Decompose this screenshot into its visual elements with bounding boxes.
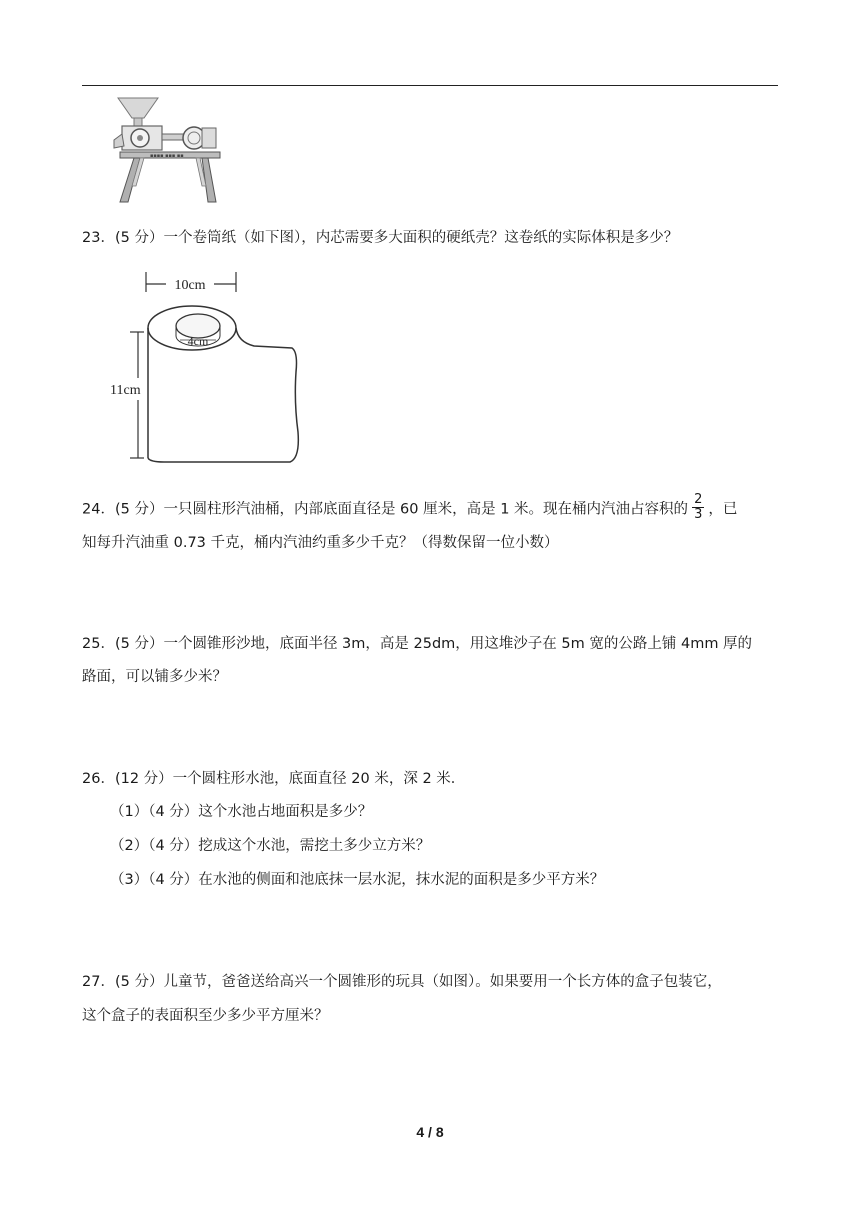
fraction-numerator: 2 [694,492,703,507]
question-26: 26．(12 分）一个圆柱形水池，底面直径 20 米，深 2 米． [82,771,466,787]
question-25-line1: 25．(5 分）一个圆锥形沙地，底面半径 3m，高是 25dm，用这堆沙子在 5m 宽的公路上铺 4mm 厚的 [82,636,753,652]
question-26-sub1: （1）（4 分）这个水池占地面积是多少？ [110,804,373,820]
question-24-text-end: ，已 [708,501,738,518]
question-26-sub2: （2）（4 分）挖成这个水池，需挖土多少立方米？ [110,838,431,854]
fraction-denominator: 3 [694,507,703,522]
roll-core-label: 4cm [187,334,209,348]
question-24-text: 24．(5 分）一只圆柱形汽油桶，内部底面直径是 60 厘米，高是 1 米。现在桶内汽油占容积的 [82,501,689,518]
question-27-line1: 27．(5 分）儿童节，爸爸送给高兴一个圆锥形的玩具（如图）。如果要用一个长方体的盒子包装它， [82,974,722,990]
paper-roll-figure [104,262,304,472]
question-26-sub3: （3）（4 分）在水池的侧面和池底抹一层水泥，抹水泥的面积是多少平方米？ [110,872,605,888]
fraction-two-thirds [692,493,704,522]
machine-figure [110,96,232,206]
page-number: 4 / 8 [416,1124,444,1140]
svg-text:▪▪▪▪ ▪▪▪ ▪▪: ▪▪▪▪ ▪▪▪ ▪▪ [150,153,184,159]
roll-height-label: 11cm [110,383,141,398]
question-24-line2: 知每升汽油重 0.73 千克，桶内汽油约重多少千克？（得数保留一位小数） [82,535,559,551]
question-24-line1 [82,492,782,524]
roll-width-label: 10cm [174,278,206,293]
question-25-line2: 路面，可以铺多少米？ [82,669,227,685]
question-23: 23．(5 分）一个卷筒纸（如下图），内芯需要多大面积的硬纸壳？这卷纸的实际体积是多少？ [82,230,679,246]
header-rule [82,85,778,86]
question-27-line2: 这个盒子的表面积至少多少平方厘米？ [82,1008,329,1024]
